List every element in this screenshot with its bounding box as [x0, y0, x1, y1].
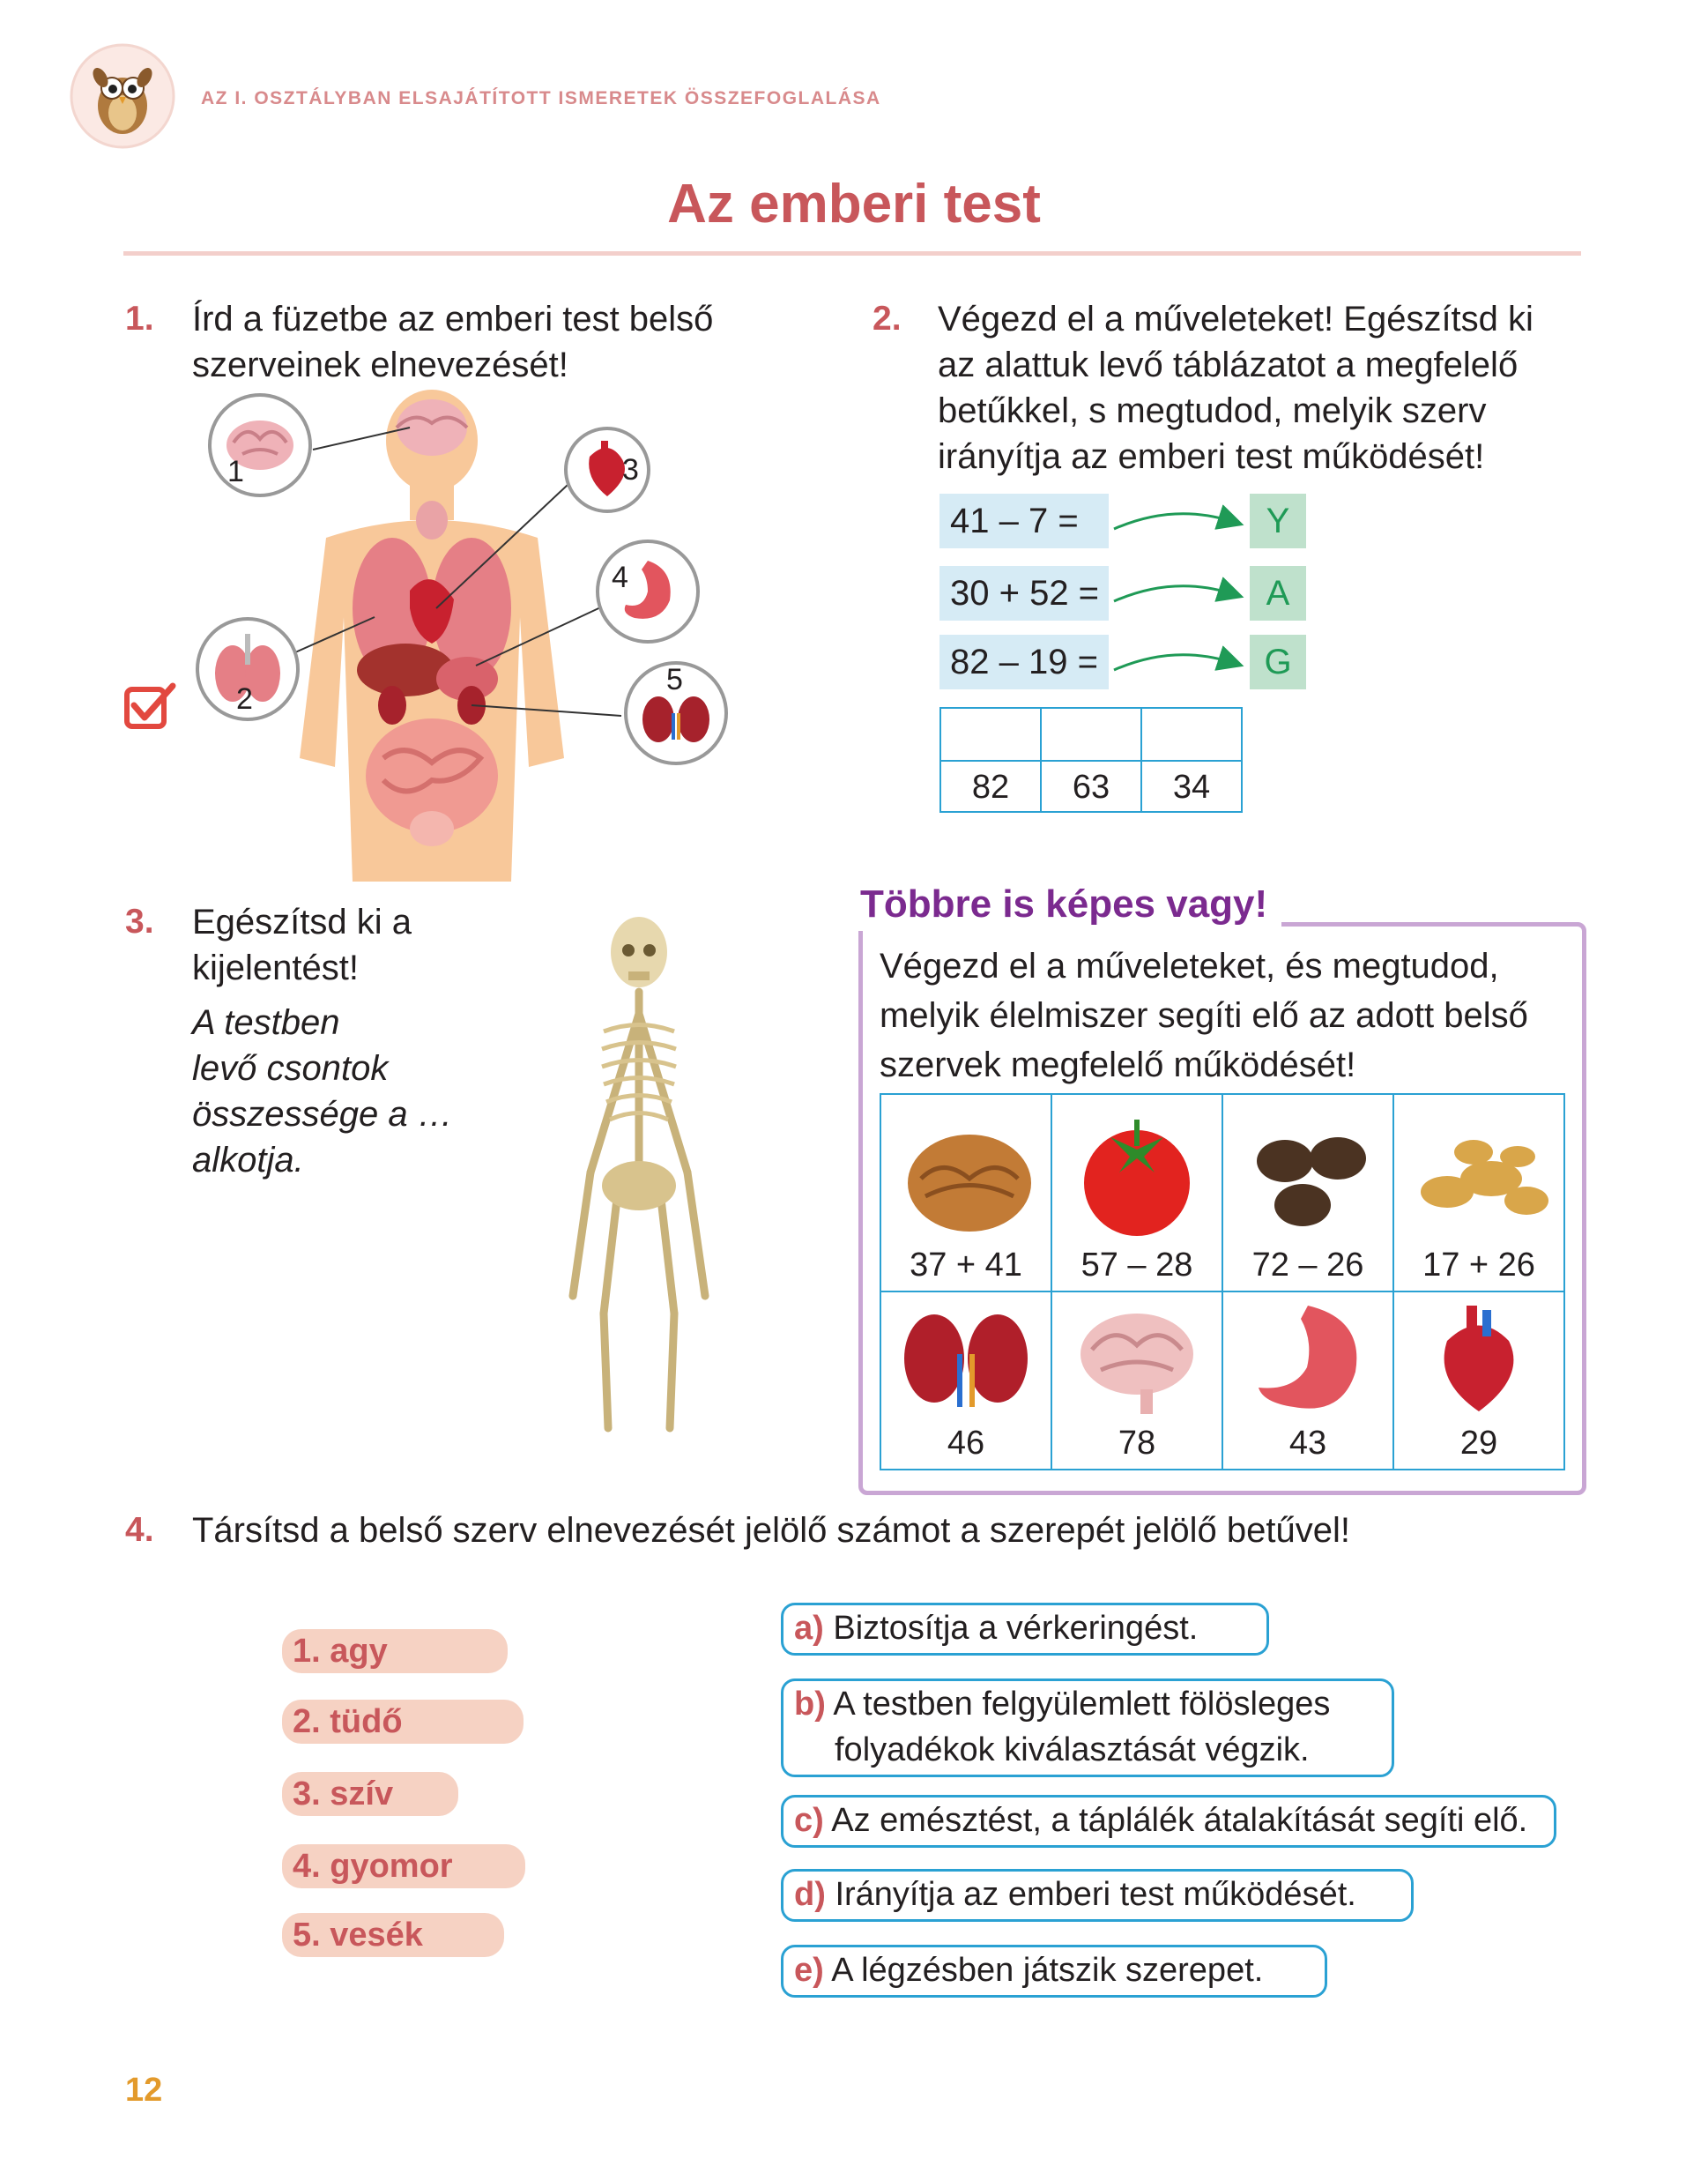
answer-d[interactable] [781, 1869, 1414, 1922]
statement-line-3: összessége a … [192, 1095, 453, 1134]
answer-b-text: A testben felgyülemlett fölösleges [833, 1686, 1331, 1723]
answer-c[interactable] [781, 1795, 1556, 1848]
organ-value-1: 46 [947, 1425, 985, 1462]
answer-a[interactable] [781, 1603, 1269, 1656]
answer-e-text: A légzésben játszik szerepet. [831, 1952, 1264, 1989]
stomach-icon [1223, 1292, 1392, 1425]
bonus-title: Többre is képes vagy! [853, 878, 1281, 931]
page-number: 12 [125, 2072, 163, 2109]
answer-e[interactable] [781, 1945, 1327, 1998]
heart-icon [1394, 1292, 1563, 1425]
bonus-text-1: Végezd el a műveleteket, és megtudod, [880, 947, 1499, 986]
label-1: 1 [227, 455, 244, 488]
equation-2: 30 + 52 = [939, 566, 1109, 621]
organ-stomach [1222, 1291, 1394, 1470]
owl-logo [69, 42, 176, 150]
answer-cell-1[interactable] [939, 707, 1042, 762]
ginger-icon [1394, 1095, 1563, 1245]
table-value-2: 63 [1040, 760, 1142, 813]
kidneys-icon [881, 1292, 1051, 1425]
walnut-icon [881, 1095, 1051, 1245]
answer-b-letter: b) [794, 1686, 826, 1723]
letter-g: G [1250, 635, 1306, 689]
organ-kidneys [880, 1291, 1052, 1470]
arrows [1112, 494, 1253, 696]
organ-pill-agy[interactable]: 1. agy [282, 1629, 508, 1673]
organ-value-2: 78 [1118, 1425, 1156, 1462]
exercise-3-number: 3. [125, 903, 154, 941]
answer-cell-3[interactable] [1140, 707, 1243, 762]
organ-value-4: 29 [1459, 1425, 1498, 1462]
exercise-2-text: Végezd el a műveleteket! Egészítsd ki az alattuk levő táblázatot a megfelelő betűkkel, s megtudod, melyik szerv irányítja az emberi test működését! [938, 300, 1533, 476]
equation-1: 41 – 7 = [939, 494, 1109, 548]
label-4: 4 [612, 561, 628, 594]
statement-line-2: levő csontok [192, 1049, 389, 1088]
bonus-text-3: szervek megfelelő működését! [880, 1046, 1356, 1084]
exercise-1-number: 1. [125, 300, 154, 338]
brain-icon [212, 397, 308, 494]
table-value-3: 34 [1140, 760, 1243, 813]
exercise-4-number: 4. [125, 1511, 154, 1549]
answer-cell-2[interactable] [1040, 707, 1142, 762]
food-tomato [1051, 1093, 1223, 1292]
label-5: 5 [666, 663, 683, 696]
answer-a-letter: a) [794, 1610, 824, 1647]
food-expr-1: 37 + 41 [910, 1247, 1022, 1284]
bonus-text-2: melyik élelmiszer segíti elő az adott belső [880, 996, 1528, 1035]
checkbox-icon [123, 681, 178, 730]
beans-icon [1223, 1095, 1392, 1245]
food-walnut [880, 1093, 1052, 1292]
organ-heart [1392, 1291, 1565, 1470]
brain-icon [1052, 1292, 1222, 1425]
organ-pill-vesek[interactable]: 5. vesék [282, 1913, 504, 1957]
answer-c-text: Az emésztést, a táplálék átalakítását segíti elő. [831, 1802, 1528, 1839]
statement-line-1: A testben [192, 1003, 340, 1042]
exercise-3-text-2: kijelentést! [192, 949, 359, 987]
food-expr-2: 57 – 28 [1080, 1247, 1193, 1284]
answer-c-letter: c) [794, 1802, 824, 1839]
equation-3: 82 – 19 = [939, 635, 1109, 689]
tomato-icon [1052, 1095, 1222, 1245]
answer-a-text: Biztosítja a vérkeringést. [833, 1610, 1199, 1647]
brain-circle [208, 393, 312, 497]
answer-d-text: Irányítja az emberi test működését. [835, 1876, 1356, 1913]
table-value-1: 82 [939, 760, 1042, 813]
organ-pill-sziv[interactable]: 3. szív [282, 1772, 458, 1816]
title-underline [123, 251, 1581, 256]
label-2: 2 [236, 682, 253, 716]
letter-a: A [1250, 566, 1306, 621]
food-beans [1222, 1093, 1394, 1292]
organ-pill-tudo[interactable]: 2. tüdő [282, 1700, 524, 1744]
food-expr-3: 72 – 26 [1251, 1247, 1364, 1284]
letter-y: Y [1250, 494, 1306, 548]
food-ginger [1392, 1093, 1565, 1292]
organ-pill-gyomor[interactable]: 4. gyomor [282, 1844, 525, 1888]
page-title: Az emberi test [667, 174, 1041, 234]
label-3: 3 [622, 453, 639, 487]
exercise-2-number: 2. [873, 300, 902, 338]
organ-value-3: 43 [1288, 1425, 1327, 1462]
answer-d-letter: d) [794, 1876, 826, 1913]
organ-brain [1051, 1291, 1223, 1470]
statement-line-4: alkotja. [192, 1141, 304, 1180]
exercise-1-text: Írd a füzetbe az emberi test belső szerveinek elnevezését! [192, 300, 714, 384]
answer-e-letter: e) [794, 1952, 824, 1989]
exercise-4-text: Társítsd a belső szerv elnevezését jelölő számot a szerepét jelölő betűvel! [192, 1511, 1351, 1550]
skeleton-illustration [511, 908, 767, 1455]
answer-b[interactable] [781, 1678, 1394, 1777]
section-title: AZ I. OSZTÁLYBAN ELSAJÁTÍTOTT ISMERETEK ÖSSZEFOGLALÁSA [201, 88, 881, 108]
answer-b-text-2: folyadékok kiválasztását végzik. [835, 1731, 1310, 1768]
food-expr-4: 17 + 26 [1422, 1247, 1535, 1284]
exercise-3-text-1: Egészítsd ki a [192, 903, 412, 942]
